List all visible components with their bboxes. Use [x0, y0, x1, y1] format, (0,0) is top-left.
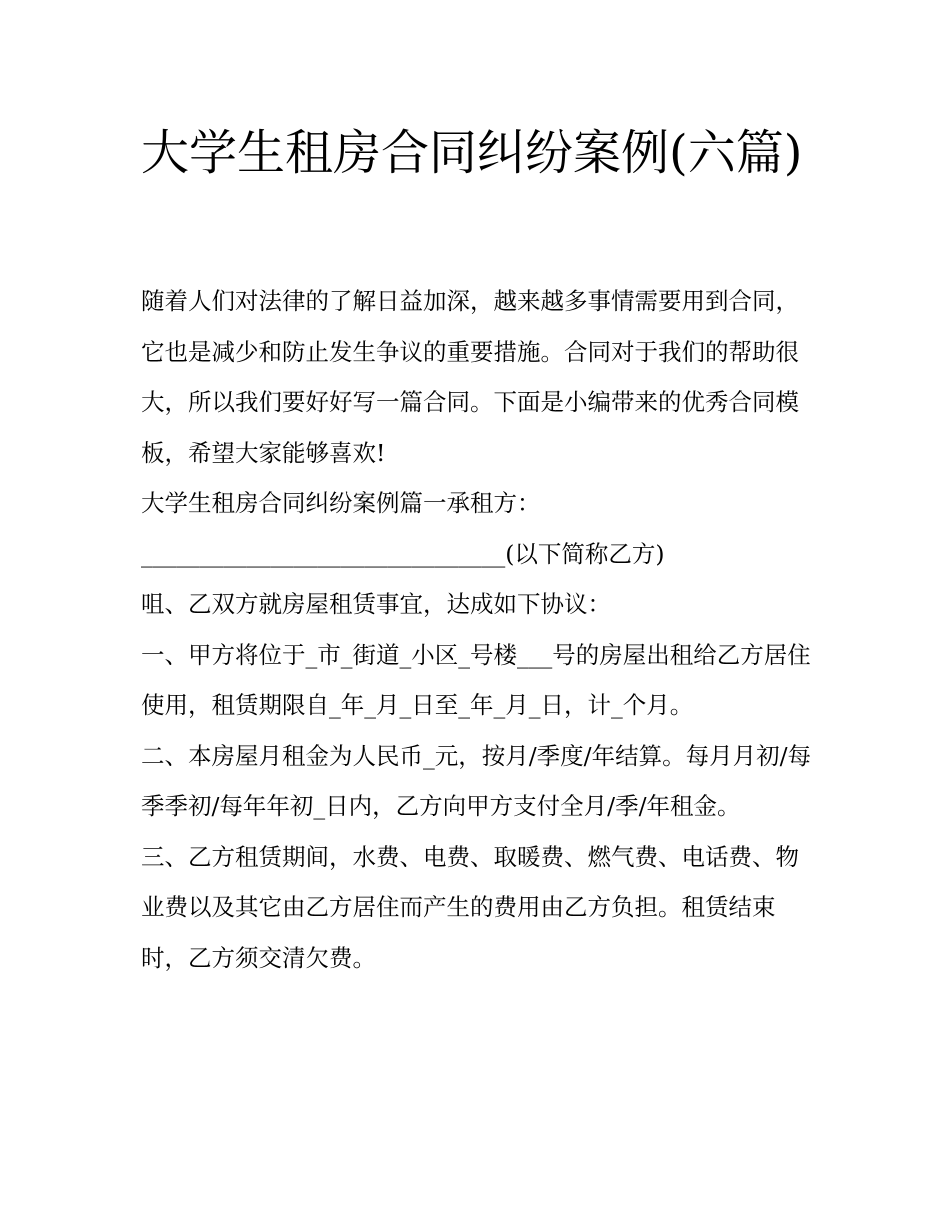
document-body	[141, 276, 816, 983]
section-heading-part-one: 大学生租房合同纠纷案例篇一承租方：	[141, 489, 541, 517]
tenant-blank-line: _______________________________(以下简称乙方)	[141, 539, 665, 568]
clause-two: 二、本房屋月租金为人民币_元，按月/季度/年结算。每月月初/每季季初/每年年初_日内，乙方向甲方支付全月/季/年租金。	[141, 741, 812, 820]
intro-paragraph: 随着人们对法律的了解日益加深，越来越多事情需要用到合同，它也是减少和防止发生争议的重要措施。合同对于我们的帮助很大，所以我们要好好写一篇合同。下面是小编带来的优秀合同模板，希望大家能够喜欢!	[141, 287, 799, 467]
agreement-preamble: 咀、乙双方就房屋租赁事宜，达成如下协议：	[141, 590, 611, 618]
clause-one: 一、甲方将位于_市_街道_小区_号楼___号的房屋出租给乙方居住使用，租赁期限自_年_月_日至_年_月_日，计_个月。	[141, 640, 811, 719]
document-title: 大学生租房合同纠纷案例(六篇)	[141, 125, 803, 181]
clause-three: 三、乙方租赁期间，水费、电费、取暖费、燃气费、电话费、物业费以及其它由乙方居住而产生的费用由乙方负担。租赁结束时，乙方须交清欠费。	[141, 842, 799, 972]
